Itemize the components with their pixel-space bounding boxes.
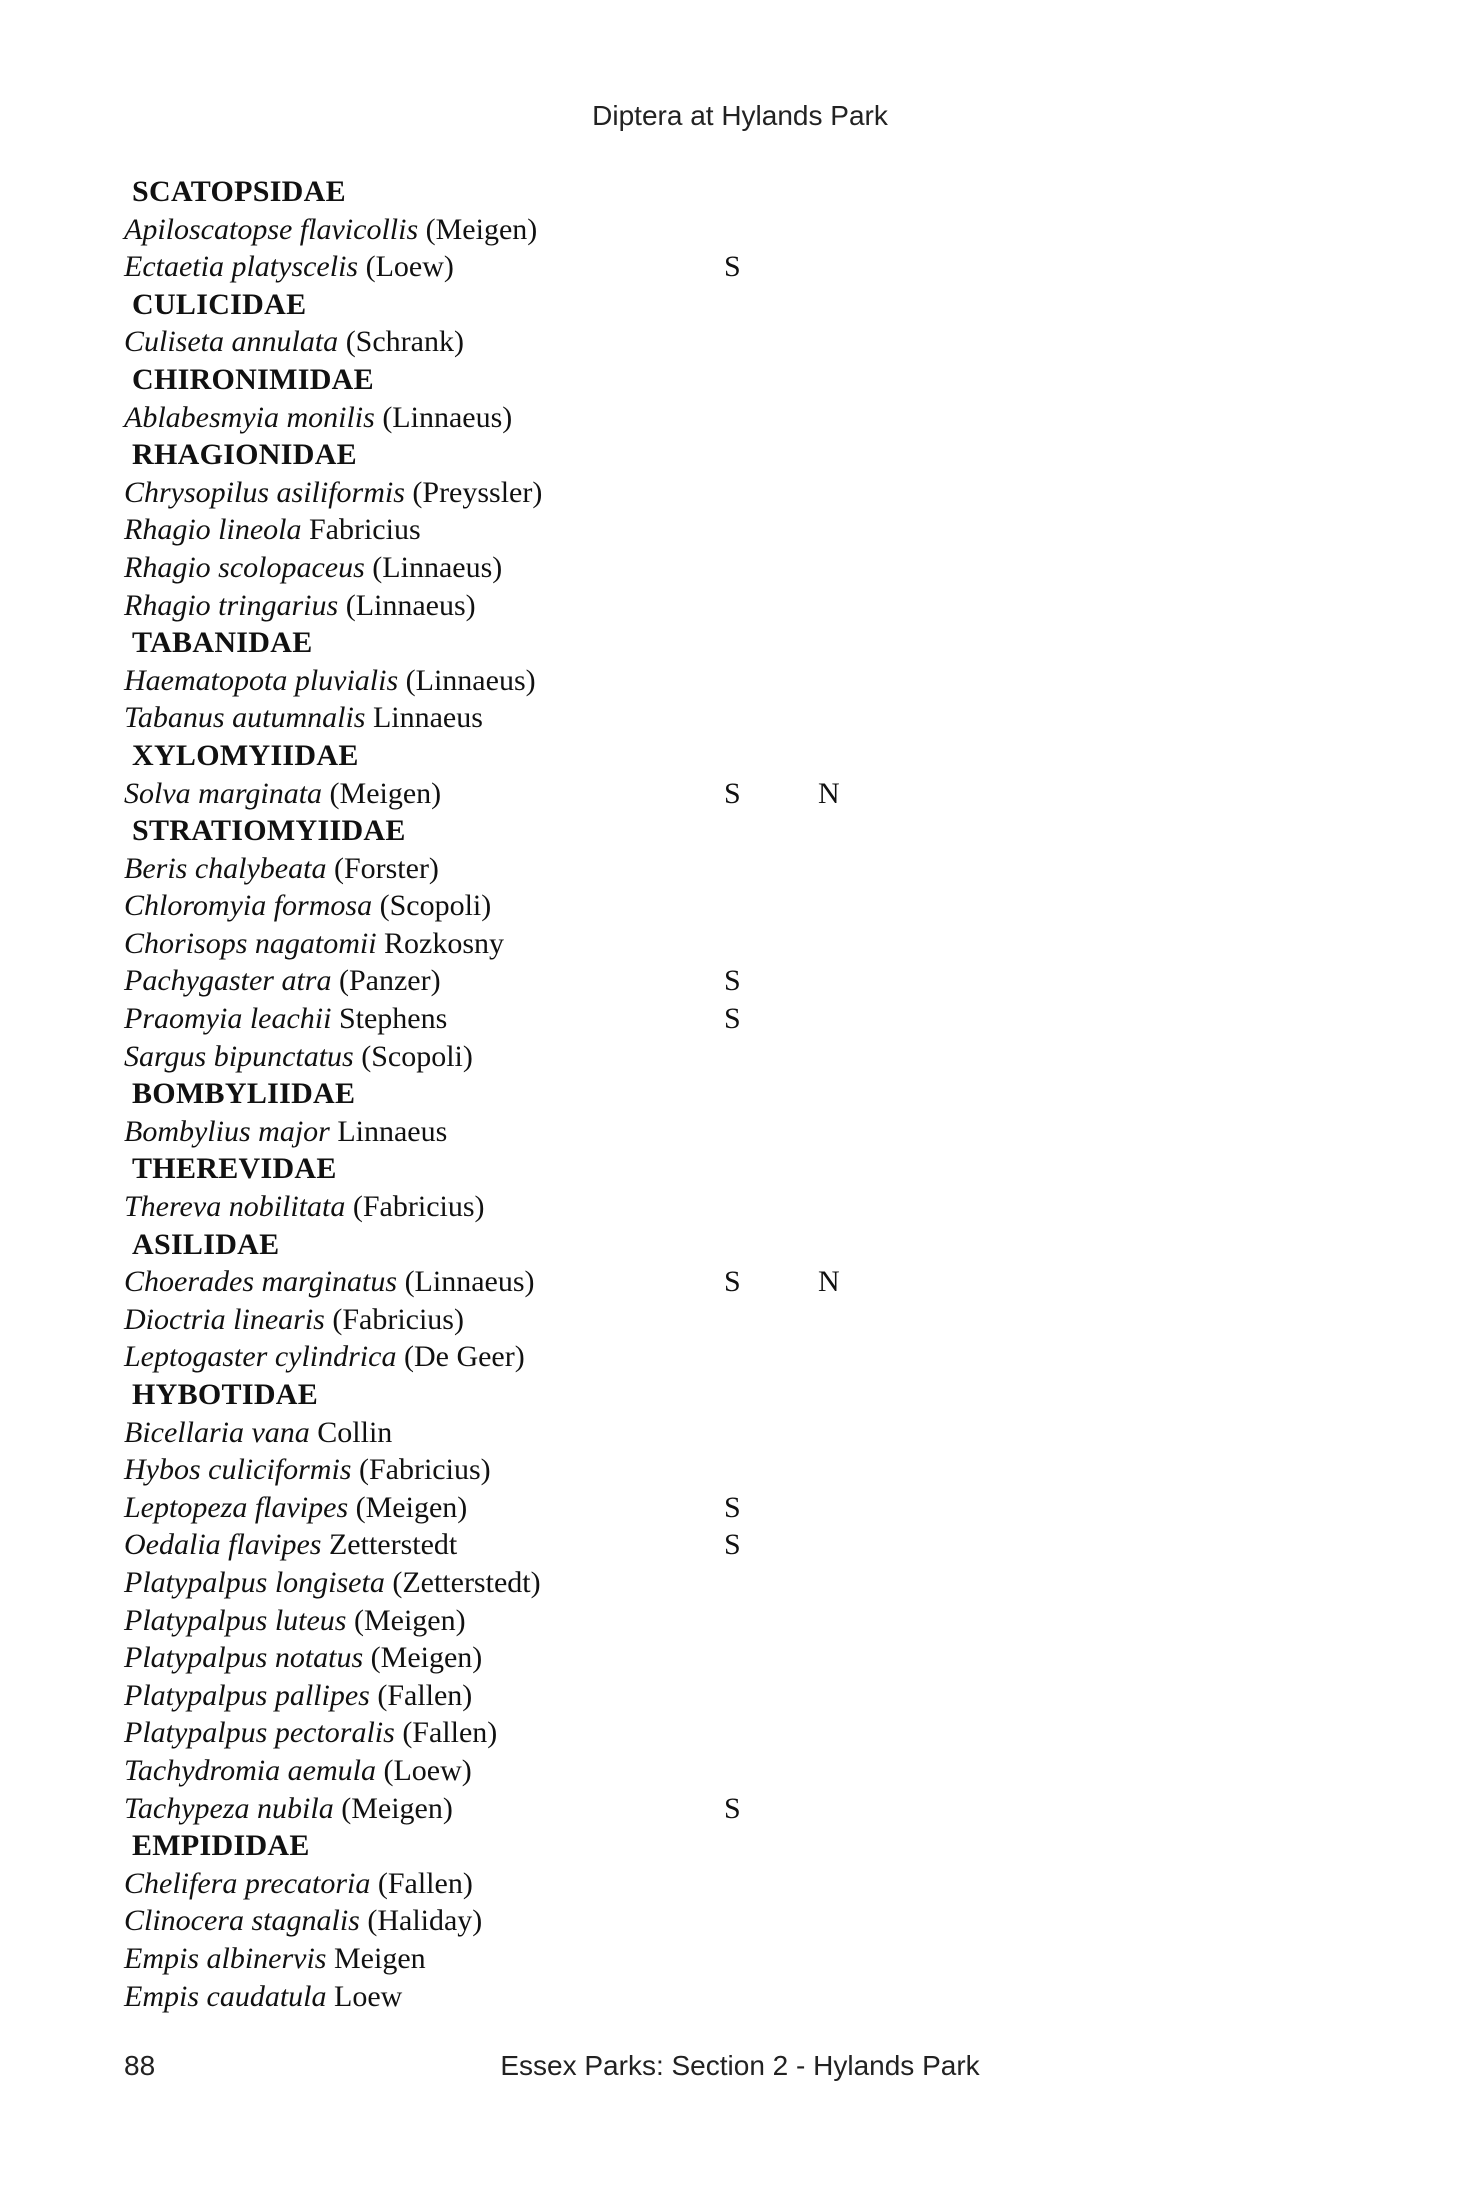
species-author: (Zetterstedt) [392, 1565, 541, 1599]
species-author: (Meigen) [353, 1603, 466, 1637]
species-row [124, 775, 1024, 813]
species-name: Rhagio lineola [124, 513, 302, 547]
species-name: Platypalpus notatus [124, 1641, 364, 1675]
running-header: Diptera at Hylands Park [592, 100, 888, 131]
species-name: Hybos culiciformis [124, 1453, 352, 1487]
species-name: Platypalpus pectoralis [124, 1716, 395, 1750]
page-number: 88 [124, 2050, 156, 2081]
species-row [124, 549, 1024, 587]
species-author: (Linnaeus) [372, 550, 503, 584]
species-entry [124, 1980, 402, 2013]
species-entry [124, 889, 491, 922]
species-entry [124, 1340, 525, 1373]
species-entry [124, 1491, 467, 1524]
species-author: (Meigen) [425, 212, 538, 246]
species-row [124, 1978, 1024, 2016]
species-author: (Linnaeus) [345, 588, 476, 622]
species-row [124, 887, 1024, 925]
status-n-marker: N [818, 1265, 840, 1299]
species-list [124, 173, 1024, 2015]
species-name: Ablabesmyia monilis [124, 400, 375, 434]
species-entry [124, 1867, 473, 1900]
species-entry [124, 1604, 466, 1637]
species-entry [124, 1190, 485, 1223]
species-author: (Panzer) [338, 964, 441, 998]
species-name: Rhagio tringarius [124, 588, 339, 622]
species-author: (Linnaeus) [404, 1265, 535, 1299]
footer-title: Essex Parks: Section 2 - Hylands Park [500, 2050, 980, 2081]
status-s-marker: S [724, 1265, 741, 1299]
species-author: Zetterstedt [328, 1528, 458, 1562]
species-entry [124, 513, 421, 546]
species-author: (Fabricius) [358, 1453, 491, 1487]
species-author: (Fabricius) [332, 1302, 464, 1336]
family-heading: RHAGIONIDAE [132, 438, 357, 472]
species-row [124, 1000, 1024, 1038]
species-author: (De Geer) [403, 1340, 525, 1374]
species-author: (Haliday) [367, 1904, 483, 1938]
species-name: Tabanus autumnalis [124, 701, 366, 735]
species-entry [124, 1641, 482, 1674]
status-s-marker: S [724, 1528, 741, 1562]
status-s-marker: S [724, 1490, 741, 1524]
species-name: Solva marginata [124, 776, 323, 810]
species-entry [124, 250, 454, 283]
species-name: Beris chalybeata [124, 851, 327, 885]
family-heading: EMPIDIDAE [132, 1829, 310, 1863]
species-author: Linnaeus [337, 1114, 448, 1148]
species-name: Sargus bipunctatus [124, 1039, 354, 1073]
species-row [124, 1301, 1024, 1339]
species-row [124, 1451, 1024, 1489]
species-entry [124, 852, 439, 885]
species-author: (Meigen) [341, 1791, 453, 1825]
species-name: Empis caudatula [124, 1979, 327, 2013]
species-entry [124, 927, 504, 960]
species-row [124, 662, 1024, 700]
status-s-marker: S [724, 1791, 741, 1825]
species-author: (Meigen) [370, 1641, 483, 1675]
species-entry [124, 1679, 472, 1712]
species-name: Tachypeza nubila [124, 1791, 334, 1825]
species-author: (Loew) [365, 250, 454, 284]
species-name: Pachygaster atra [124, 964, 332, 998]
species-entry [124, 1754, 472, 1787]
species-entry [124, 701, 483, 734]
species-author: Fabricius [308, 513, 421, 547]
species-name: Culiseta annulata [124, 325, 339, 359]
species-author: Loew [334, 1979, 403, 2013]
species-name: Chorisops nagatomii [124, 926, 377, 960]
family-heading: CHIRONIMIDAE [132, 362, 374, 396]
species-entry [124, 325, 464, 358]
status-s-marker: S [724, 250, 741, 284]
species-entry [124, 1416, 392, 1449]
species-entry [124, 213, 537, 246]
species-row [124, 323, 1024, 361]
species-row [124, 1526, 1024, 1564]
species-name: Platypalpus luteus [124, 1603, 347, 1637]
species-row [124, 474, 1024, 512]
species-author: (Linnaeus) [405, 663, 536, 697]
species-row [124, 1940, 1024, 1978]
species-row [124, 1714, 1024, 1752]
species-row [124, 1564, 1024, 1602]
status-s-marker: S [724, 964, 741, 998]
species-entry [124, 589, 476, 622]
species-name: Praomyia leachii [124, 1002, 332, 1036]
species-author: Stephens [338, 1002, 448, 1036]
species-author: (Meigen) [355, 1490, 468, 1524]
species-row [124, 1338, 1024, 1376]
species-name: Choerades marginatus [124, 1265, 398, 1299]
species-row [124, 1752, 1024, 1790]
species-name: Ectaetia platyscelis [124, 250, 359, 284]
family-heading: TABANIDAE [132, 626, 313, 660]
species-author: (Linnaeus) [382, 400, 513, 434]
species-author: (Fallen) [402, 1716, 498, 1750]
species-row [124, 248, 1024, 286]
species-name: Thereva nobilitata [124, 1190, 346, 1224]
species-name: Platypalpus longiseta [124, 1565, 385, 1599]
species-author: (Preyssler) [412, 475, 543, 509]
species-entry [124, 476, 542, 509]
species-row [124, 850, 1024, 888]
page-footer [0, 2050, 1480, 2090]
species-name: Clinocera stagnalis [124, 1904, 360, 1938]
species-author: Linnaeus [372, 701, 483, 735]
species-entry [124, 1942, 426, 1975]
species-name: Empis albinervis [124, 1941, 327, 1975]
status-s-marker: S [724, 776, 741, 810]
species-row [124, 1790, 1024, 1828]
species-name: Leptogaster cylindrica [124, 1340, 397, 1374]
species-entry [124, 1303, 464, 1336]
species-entry [124, 964, 441, 997]
species-row [124, 587, 1024, 625]
species-entry [124, 664, 536, 697]
species-entry [124, 551, 502, 584]
species-name: Platypalpus pallipes [124, 1678, 370, 1712]
species-entry [124, 1792, 453, 1825]
species-row [124, 399, 1024, 437]
species-row [124, 511, 1024, 549]
species-name: Chloromyia formosa [124, 889, 373, 923]
species-row [124, 1677, 1024, 1715]
species-row [124, 1489, 1024, 1527]
species-row [124, 1602, 1024, 1640]
species-name: Oedalia flavipes [124, 1528, 322, 1562]
species-name: Bicellaria vana [124, 1415, 310, 1449]
species-author: (Fabricius) [352, 1190, 485, 1224]
species-entry [124, 1566, 541, 1599]
species-author: (Fallen) [377, 1866, 473, 1900]
species-author: (Scopoli) [361, 1039, 473, 1073]
species-name: Bombylius major [124, 1114, 330, 1148]
species-row [124, 925, 1024, 963]
species-row [124, 1902, 1024, 1940]
species-entry [124, 1528, 457, 1561]
species-name: Rhagio scolopaceus [124, 550, 365, 584]
family-heading: XYLOMYIIDAE [132, 738, 359, 772]
family-heading: SCATOPSIDAE [132, 175, 346, 208]
species-entry [124, 1265, 535, 1298]
species-row [124, 1865, 1024, 1903]
species-name: Chelifera precatoria [124, 1866, 371, 1900]
species-entry [124, 1453, 491, 1486]
species-author: (Meigen) [329, 776, 442, 810]
family-heading: THEREVIDAE [132, 1152, 337, 1186]
species-name: Haematopota pluvialis [124, 663, 399, 697]
species-author: (Forster) [333, 851, 439, 885]
species-row [124, 1639, 1024, 1677]
species-author: Rozkosny [384, 926, 505, 960]
species-author: Meigen [334, 1941, 426, 1975]
species-entry [124, 1716, 497, 1749]
species-row [124, 211, 1024, 249]
species-row [124, 1263, 1024, 1301]
species-name: Tachydromia aemula [124, 1753, 376, 1787]
status-s-marker: S [724, 1002, 741, 1036]
family-heading: CULICIDAE [132, 287, 307, 321]
species-row [124, 962, 1024, 1000]
species-name: Leptopeza flavipes [124, 1490, 349, 1524]
species-entry [124, 1002, 447, 1035]
species-name: Chrysopilus asiliformis [124, 475, 405, 509]
species-author: (Loew) [383, 1753, 472, 1787]
family-heading: STRATIOMYIIDAE [132, 814, 406, 848]
species-entry [124, 777, 441, 810]
species-name: Apiloscatopse flavicollis [124, 212, 419, 246]
species-row [124, 1414, 1024, 1452]
species-row [124, 699, 1024, 737]
family-heading: BOMBYLIIDAE [132, 1077, 356, 1111]
species-entry [124, 1040, 473, 1073]
family-heading: HYBOTIDAE [132, 1378, 319, 1411]
status-n-marker: N [818, 776, 840, 810]
species-author: (Schrank) [345, 325, 464, 359]
species-entry [124, 1115, 447, 1148]
species-author: Collin [317, 1415, 393, 1449]
species-row [124, 1038, 1024, 1076]
species-row [124, 1113, 1024, 1151]
species-entry [124, 1904, 482, 1937]
species-author: (Fallen) [377, 1678, 473, 1712]
species-row [124, 1188, 1024, 1226]
family-heading: ASILIDAE [132, 1227, 280, 1261]
species-name: Dioctria linearis [124, 1302, 325, 1336]
species-entry [124, 401, 512, 434]
species-author: (Scopoli) [379, 889, 492, 923]
